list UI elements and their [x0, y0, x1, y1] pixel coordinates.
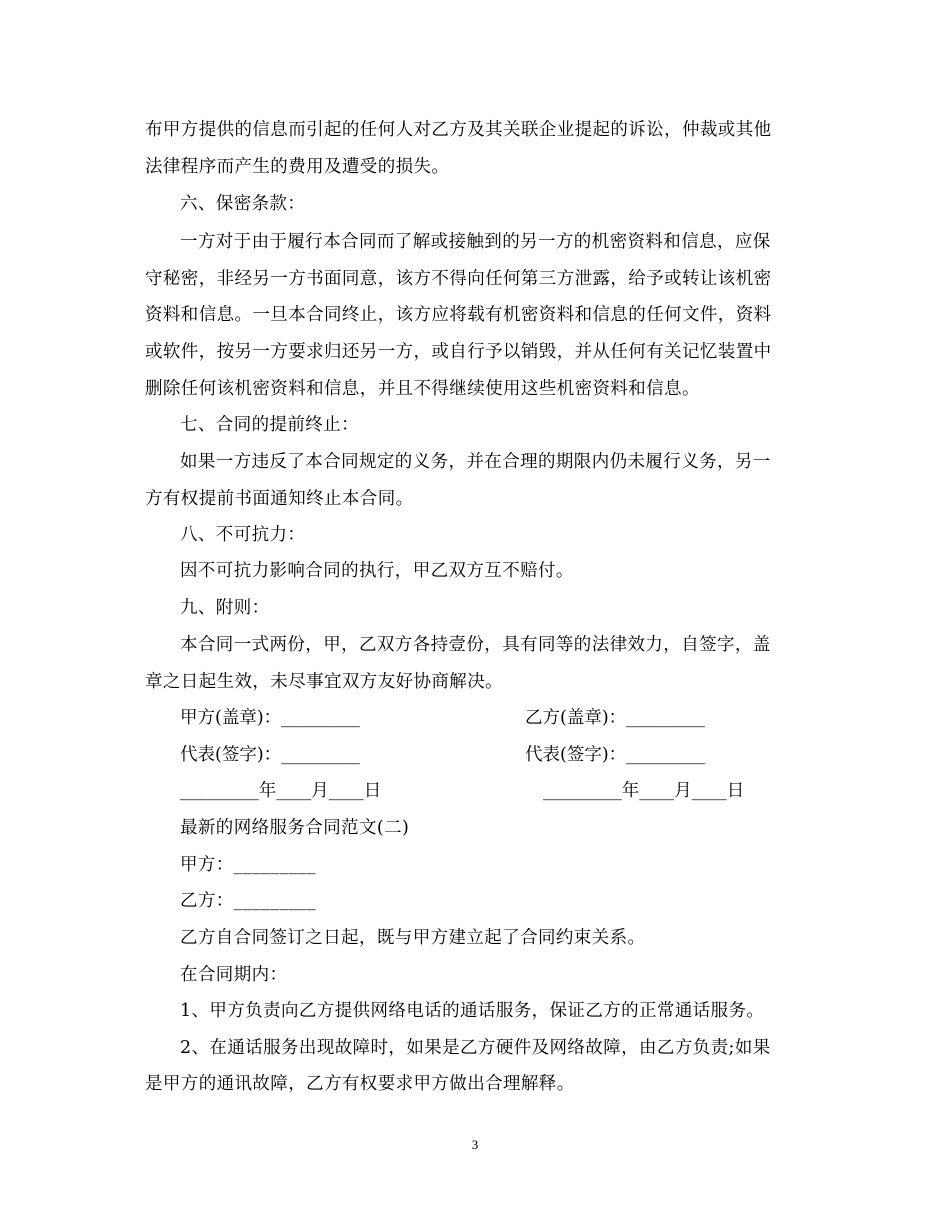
paragraph-line: 守秘密，非经另一方书面同意，该方不得向任何第三方泄露，给予或转让该机密 — [145, 269, 772, 289]
paragraph-line: 方有权提前书面通知终止本合同。 — [145, 489, 414, 509]
section-heading: 八、不可抗力： — [180, 525, 306, 545]
party-b-representative-line: 代表(签字)：_________ — [525, 745, 705, 765]
section-heading: 七、合同的提前终止： — [180, 415, 359, 435]
paragraph-line: 一方对于由于履行本合同而了解或接触到的另一方的机密资料和信息，应保 — [180, 232, 771, 252]
paragraph-line: 乙方自合同签订之日起，既与甲方建立起了合同约束关系。 — [180, 928, 646, 948]
paragraph-line: 法律程序而产生的费用及遭受的损失。 — [145, 157, 450, 177]
paragraph-line: 2、在通话服务出现故障时，如果是乙方硬件及网络故障，由乙方负责;如果 — [180, 1038, 771, 1058]
paragraph-line: 布甲方提供的信息而引起的任何人对乙方及其关联企业提起的诉讼，仲裁或其他 — [145, 120, 772, 140]
party-a-seal-line: 甲方(盖章)：_________ — [180, 708, 360, 728]
paragraph-line: 删除任何该机密资料和信息，并且不得继续使用这些机密资料和信息。 — [145, 379, 700, 399]
section-heading: 九、附则： — [180, 598, 270, 618]
party-a-representative-line: 代表(签字)：_________ — [180, 745, 360, 765]
party-b-date-line: _________年____月____日 — [543, 781, 745, 801]
paragraph-line: 本合同一式两份，甲，乙双方各持壹份，具有同等的法律效力，自签字，盖 — [180, 635, 771, 655]
paragraph-line: 章之日起生效，未尽事宜双方友好协商解决。 — [145, 672, 503, 692]
paragraph-line: 如果一方违反了本合同规定的义务，并在合理的期限内仍未履行义务，另一 — [180, 452, 771, 472]
paragraph-line: 或软件，按另一方要求归还另一方，或自行予以销毁，并从任何有关记忆装置中 — [145, 342, 772, 362]
contract-title: 最新的网络服务合同范文(二) — [180, 818, 410, 838]
page-number: 3 — [471, 1137, 479, 1152]
section-heading: 六、保密条款： — [180, 194, 306, 214]
paragraph-line: 是甲方的通讯故障，乙方有权要求甲方做出合理解释。 — [145, 1074, 575, 1094]
party-b-line: 乙方：_________ — [180, 891, 317, 911]
party-a-date-line: _________年____月____日 — [180, 781, 382, 801]
paragraph-line: 在合同期内： — [180, 965, 288, 985]
party-b-seal-line: 乙方(盖章)：_________ — [525, 708, 705, 728]
paragraph-line: 因不可抗力影响合同的执行，甲乙双方互不赔付。 — [180, 561, 574, 581]
paragraph-line: 1、甲方负责向乙方提供网络电话的通话服务，保证乙方的正常通话服务。 — [180, 1001, 765, 1021]
party-a-line: 甲方：_________ — [180, 855, 317, 875]
paragraph-line: 资料和信息。一旦本合同终止，该方应将载有机密资料和信息的任何文件，资料 — [145, 305, 772, 325]
